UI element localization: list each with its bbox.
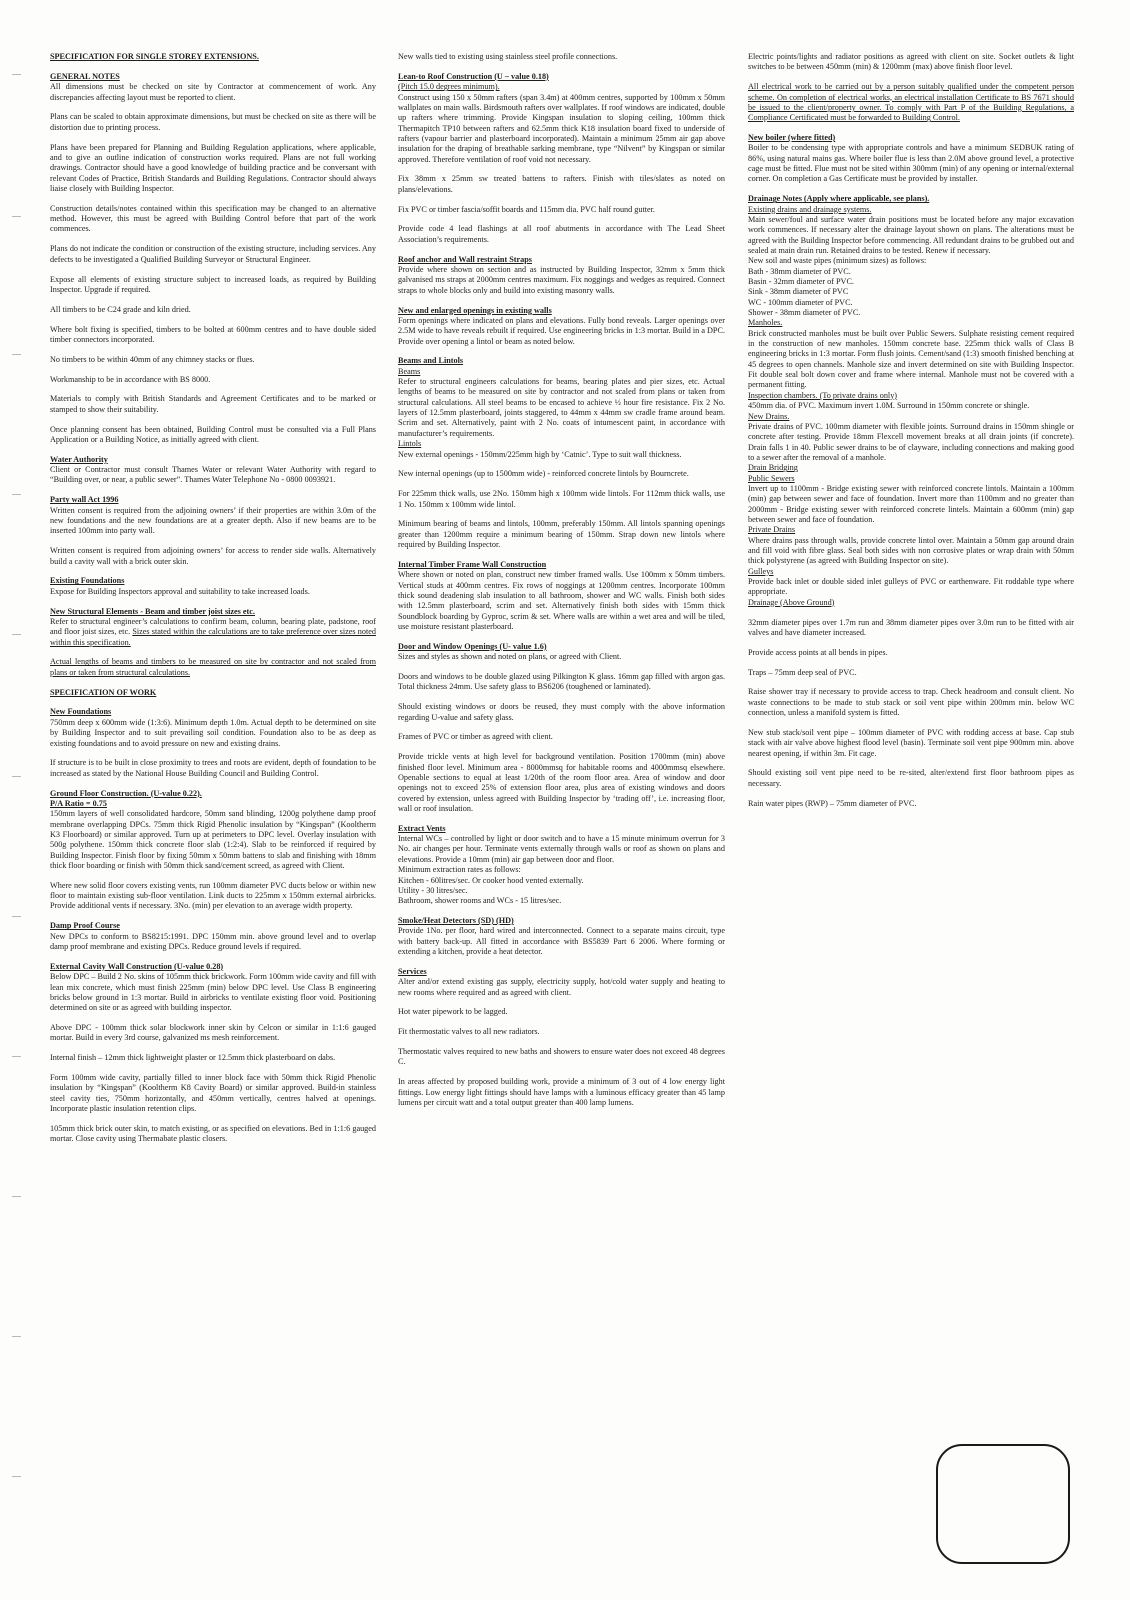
spec-line: WC - 100mm diameter of PVC.	[748, 297, 853, 307]
spec-paragraph	[50, 495, 376, 536]
subsection-heading: Manholes.	[748, 318, 783, 328]
body-text: Rain water pipes (RWP) – 75mm diameter of PVC.	[748, 798, 917, 808]
section-heading: Damp Proof Course	[50, 921, 120, 931]
body-text: No timbers to be within 40mm of any chimney stacks or flues.	[50, 354, 255, 364]
spec-paragraph	[50, 325, 376, 346]
spec-line: New soil and waste pipes (minimum sizes) as follows:	[748, 256, 927, 266]
section-heading: Beams and Lintols	[398, 356, 464, 366]
spec-paragraph	[748, 728, 1074, 759]
spec-paragraph	[748, 687, 1074, 718]
margin-tick	[12, 354, 21, 355]
spec-paragraph	[748, 194, 1074, 608]
subsection-heading: (Pitch 15.0 degrees minimum).	[398, 82, 500, 92]
body-text: Below DPC – Build 2 No. skins of 105mm thick brickwork. Form 100mm wide cavity and fill with lean mix concrete, which must finish 225mm (min) below DPC level. Use Class B engineering bricks below ground in 1:3 mortar. Build in airbricks to ventilate existing floor void. Positioning determined on site or as agreed with building inspector.	[50, 972, 376, 1013]
margin-tick	[12, 74, 21, 75]
body-text: 750mm deep x 600mm wide (1:3:6). Minimum depth 1.0m. Actual depth to be determined on site by Building Inspector and to suit prevailing soil condition. Foundation also to be as deep as existing foundations and to avoid pressure on new and existing drains.	[50, 717, 376, 748]
body-text: Sizes and styles as shown and noted on plans, or agreed with Client.	[398, 652, 622, 662]
body-text: 105mm thick brick outer skin, to match existing, or as specified on elevations. Bed in 1:1:6 gauged mortar. Close cavity using Thermabate plastic closers.	[50, 1123, 376, 1144]
section-heading: Party wall Act 1996	[50, 495, 119, 505]
body-text: New internal openings (up to 1500mm wide) - reinforced concrete lintols by Bourncrete.	[398, 469, 689, 479]
spec-paragraph	[398, 306, 725, 347]
body-text: 450mm dia. of PVC. Maximum invert 1.0M. Surround in 150mm concrete or shingle.	[748, 401, 1030, 411]
spec-paragraph	[748, 668, 1074, 678]
body-text: Where shown or noted on plan, construct new timber framed walls. Use 100mm x 50mm timbers. Vertical studs at 400mm centres. Fix rows of noggings at 1200mm centres. Incorporate 100mm thick sound deadening slab insulation to all bathroom, shower and WC walls. Finish both sides with 12.5mm plasterboard, scrim and set. Alternatively finish both sides with 15mm thick Soundblock boarding by Gyproc, scrim & set. Where walls are within a wet area and will be tiled, use moisture resistant plasterboard.	[398, 570, 725, 631]
spec-paragraph	[748, 648, 1074, 658]
body-text: Electric points/lights and radiator positions as agreed with client on site. Socket outlets & light switches to be between 450mm (min) & 1200mm (max) above finish floor level.	[748, 52, 1074, 72]
spec-paragraph	[50, 607, 376, 648]
spec-column-right	[748, 52, 1074, 819]
subsection-heading: Beams	[398, 366, 421, 376]
margin-tick	[12, 776, 21, 777]
spec-paragraph	[50, 72, 376, 103]
body-text: Provide where shown on section and as instructed by Building Inspector, 32mm x 5mm thick galvanised ms straps at 2000mm centres maximum. Fix noggings and wedges as required. Connect straps to whole blocks only and build into existing masonry walls.	[398, 265, 725, 295]
body-text: Plans do not indicate the condition or construction of the existing structure, including services. Any defects to be investigated a Qualified Building Surveyor or Structural Engineer.	[50, 244, 376, 264]
spec-paragraph	[398, 967, 725, 998]
body-text: New stub stack/soil vent pipe – 100mm diameter of PVC with rodding access at base. Cap stub stack with air valve above highest flood level (basin). Terminate soil vent pipe 900mm min. above nearest opening, if within 3m. Fit cage.	[748, 727, 1074, 758]
body-text: Plans can be scaled to obtain approximate dimensions, but must be checked on site as there will be distortion due to printing process.	[50, 112, 376, 132]
body-text: Provide trickle vents at high level for background ventilation. Position 1700mm (min) above finished floor level. Minimum area - 8000mmsq for habitable rooms and 4000mmsq elsewhere. Openable sections to equal at least 1/20th of the room floor area. Area of window and door openings not to exceed 25% of extension floor area, plus area of existing windows and doors covered by extension, unless agreed with Building Inspector by ‘trading off’, i.e. increasing floor, wall or roof insulation.	[398, 752, 725, 813]
body-text: Invert up to 1100mm - Bridge existing sewer with reinforced concrete lintols. Maintain a 100mm (min) gap between sewer and face of foundation. Invert more than 1100mm and no greater than 2000mm - Bridge existing sewer with reinforced concrete lintels. Maintain a 600mm (min) gap between sewer and face of foundation.	[748, 483, 1074, 524]
spec-paragraph	[398, 1047, 725, 1068]
margin-tick	[12, 634, 21, 635]
underlined-note: All electrical work to be carried out by a person suitably qualified under the competent person scheme. On completion of electrical works, an electrical installation Certificate to BS 7671 should be issued to the client/property owner. To comply with Part P of the Building Regulations, a Compliance Certificated must be forwarded to Building Control.	[748, 82, 1074, 123]
body-text: Alter and/or extend existing gas supply, electricity supply, hot/cold water supply and heating to new rooms where required and as agreed with client.	[398, 977, 725, 997]
body-text: Raise shower tray if necessary to provide access to trap. Check headroom and consult client. No waste connections to be made to stub stack or soil vent pipe within 200mm min. below WC connection, unless a manifold system is fitted.	[748, 687, 1074, 718]
subsection-heading: Private Drains	[748, 525, 796, 535]
body-text: Above DPC - 100mm thick solar blockwork inner skin by Celcon or similar in 1:1:6 gauged mortar. Build in every 3rd course, galvanized ms mesh reinforcement.	[50, 1023, 376, 1043]
body-text: Main sewer/foul and surface water drain positions must be located before any major excavation work commences. If necessary alter the drainage layout shown on plans. The alterations must be agreed with the Building Inspector before commencing. All redundant drains to be grubbed out and sealed at main drain run. Retained drains to be tested. Renew if necessary.	[748, 214, 1074, 255]
spec-paragraph	[50, 275, 376, 296]
body-text: Construction details/notes contained within this specification may be changed to an alternative method. However, this must be agreed with Building Control before that part of the work commences.	[50, 203, 376, 234]
subsection-heading: New Drains.	[748, 411, 790, 421]
approval-stamp-box	[936, 1444, 1070, 1564]
spec-paragraph	[398, 489, 725, 510]
subsection-heading: Lintols	[398, 439, 422, 449]
body-text: Once planning consent has been obtained, Building Control must be consulted via a Full Plans Application or a Building Notice, as initially agreed with client.	[50, 424, 376, 444]
body-text: Frames of PVC or timber as agreed with client.	[398, 732, 553, 742]
spec-paragraph	[398, 72, 725, 165]
body-text: In areas affected by proposed building work, provide a minimum of 3 out of 4 low energy light fittings. Low energy light fittings should have lamps with a luminous efficacy greater than 45 lamp lumens per circuit watt and a total output greater than 400 lamp lumens.	[398, 1077, 725, 1107]
spec-paragraph	[398, 519, 725, 550]
body-text: Should existing soil vent pipe need to be re-sited, alter/extend first floor bathroom pipes as necessary.	[748, 768, 1074, 788]
spec-column-left	[50, 52, 376, 1154]
spec-paragraph	[50, 1124, 376, 1145]
body-text: Minimum bearing of beams and lintols, 100mm, preferably 150mm. All lintols spanning openings greater than 1200mm require a minimum bearing of 150mm. Strap down new lintols where required by Building Inspector.	[398, 519, 725, 550]
body-text: 150mm layers of well consolidated hardcore, 50mm sand blinding, 1200g polythene damp proof membrane overlapping DPCs. 75mm thick Rigid Phenolic insulation by “Kingspan” (Kooltherm K3 Floorboard) or similar approved. Turn up at perimeters to DPC level. Overlay insulation with 500g polythene. 150mm thick concrete floor slab (1:2:4). Slab to be reinforced if required by Building Inspector. Finish floor by fixing 50mm x 50mm battens to slab and finishing with 18mm thick floor boarding or finish with 50mm thick sand/cement screed, as agreed with Client.	[50, 809, 376, 870]
spec-paragraph	[50, 1023, 376, 1044]
body-text: Fix 38mm x 25mm sw treated battens to rafters. Finish with tiles/slates as noted on plans/elevations.	[398, 174, 725, 194]
section-heading: SPECIFICATION OF WORK	[50, 687, 157, 697]
spec-line: Kitchen - 60litres/sec. Or cooker hood vented externally.	[398, 875, 584, 885]
body-text: New external openings - 150mm/225mm high by ‘Catnic’. Type to suit wall thickness.	[398, 449, 682, 459]
body-text: For 225mm thick walls, use 2No. 150mm high x 100mm wide lintols. For 112mm thick walls, use 1 No. 150mm x 100mm wide lintol.	[398, 489, 725, 509]
body-text: Written consent is required from adjoining owners’ for access to render side walls. Alternatively build a cavity wall with a brick outer skin.	[50, 546, 376, 566]
spec-paragraph	[50, 881, 376, 912]
spec-paragraph	[50, 1073, 376, 1114]
body-text: Thermostatic valves required to new baths and showers to ensure water does not exceed 48 degrees C.	[398, 1047, 725, 1067]
spec-paragraph	[50, 244, 376, 265]
spec-paragraph	[50, 688, 376, 698]
body-text: 32mm diameter pipes over 1.7m run and 38mm diameter pipes over 3.0m run to be fitted with air valves and have diameter increased.	[748, 617, 1074, 637]
section-heading: Water Authority	[50, 454, 108, 464]
body-text: Traps – 75mm deep seal of PVC.	[748, 667, 857, 677]
spec-paragraph	[398, 255, 725, 296]
section-heading: Smoke/Heat Detectors (SD) (HD)	[398, 916, 514, 926]
body-text: Where bolt fixing is specified, timbers to be bolted at 600mm centres and to have double sided timber connectors incorporated.	[50, 324, 376, 344]
subsection-heading: Drain Bridging	[748, 463, 798, 473]
spec-paragraph	[398, 560, 725, 632]
spec-paragraph	[50, 707, 376, 748]
spec-paragraph	[398, 1077, 725, 1108]
subsection-heading: Inspection chambers. (To private drains only)	[748, 390, 898, 400]
section-heading: New and enlarged openings in existing walls	[398, 305, 552, 315]
spec-paragraph	[50, 789, 376, 872]
body-text: Written consent is required from the adjoining owners’ if their properties are within 3.0m of the new foundations and the new foundations are at a greater depth. Also if new beams are to be inserted 100mm into party wall.	[50, 505, 376, 536]
body-text: Form 100mm wide cavity, partially filled to inner block face with 50mm thick Rigid Phenolic insulation by “Kingspan” (Kooltherm K8 Cavity Board) or similar approved. Build-in stainless steel cavity ties, 750mm horizontally, and 450mm vertically, centres halved at openings. Incorporate plastic insulation retention clips.	[50, 1073, 376, 1114]
margin-tick	[12, 1196, 21, 1197]
spec-line: Sink - 38mm diameter of PVC	[748, 287, 849, 297]
body-text: Refer to structural engineer’s calculations to confirm beam, column, bearing plate, padstone, roof and floor joist sizes, etc.	[50, 616, 376, 637]
subsection-heading: Existing drains and drainage systems.	[748, 204, 872, 214]
spec-line: Utility - 30 litres/sec.	[398, 885, 468, 895]
subsection-heading: Gulleys	[748, 566, 774, 576]
body-text: Private drains of PVC. 100mm diameter with flexible joints. Surround drains in 150mm shingle or concrete after testing. Provide 18mm Flexcell movement breaks at all drain joints (if concrete). Drain falls 1 in 40. Public sewer drains to be of clayware, including connections and making good to a sewer after the removal of a manhole.	[748, 421, 1074, 462]
section-heading: New Foundations	[50, 707, 112, 717]
spec-paragraph	[398, 1027, 725, 1037]
section-heading: Drainage Notes (Apply where applicable, see plans).	[748, 194, 930, 204]
body-text: Construct using 150 x 50mm rafters (span 3.4m) at 400mm centres, supported by 100mm x 50mm wallplates on main walls. Birdsmouth rafters over wallplates. If roof windows are indicated, double up rafters where trimming. Provide Kingspan insulation to sloping ceiling, 100mm thick Thermapitch TP10 between rafters and 62.5mm thick K18 insulation board fixed to underside of rafters (vapour barrier and plasterboard incorporated). Maintain a minimum 25mm air gap above insulation for the draping of breathable sarking membrane, type “Nilvent” by Kingspan or similar approved. Therefore ventilation of roof void not necessary.	[398, 92, 725, 164]
spec-line: Bath - 38mm diameter of PVC.	[748, 266, 851, 276]
spec-paragraph	[50, 758, 376, 779]
spec-line: Minimum extraction rates as follows:	[398, 865, 521, 875]
spec-paragraph	[398, 752, 725, 814]
subsection-heading: Drainage (Above Ground)	[748, 597, 835, 607]
body-text: Refer to structural engineers calculations for beams, bearing plates and pier sizes, etc. Actual lengths of beams to be measured on site by contractor and not scaled from plans or taken from structural calculations. All steel beams to be encased to achieve ½ hour fire resistance. Fix 2 No. layers of 12.5mm plasterboard, joints staggered, to 44mm x 44mm sw cradle frame around beam. Scrim and set. Alternatively, paint with 2 No. coats of intumescent paint, in accordance with manufacturer’s requirements.	[398, 377, 725, 438]
body-text: Expose all elements of existing structure subject to increased loads, as required by Building Inspector. Upgrade if required.	[50, 274, 376, 294]
body-text: Workmanship to be in accordance with BS 8000.	[50, 374, 211, 384]
section-heading: External Cavity Wall Construction (U-value 0.28)	[50, 961, 224, 971]
section-heading: New boiler (where fitted)	[748, 133, 836, 143]
spec-paragraph	[748, 133, 1074, 185]
spec-paragraph	[50, 355, 376, 365]
section-heading: Roof anchor and Wall restraint Straps	[398, 254, 532, 264]
body-text: Plans have been prepared for Planning and Building Regulation applications, where applicable, and to give an outline indication of construction works required. Plans are not full working drawings. Contractor should have a good knowledge of building practice and be conversant with relevant Codes of Practice, British Standards and Building Regulations. Contractor should always liaise closely with Building Inspector.	[50, 142, 376, 193]
body-text: Where drains pass through walls, provide concrete lintol over. Maintain a 50mm gap around drain and fill void with fibre glass. Seal both sides with non corrosive plates or wrap drain with 50mm thick polystyrene (as agreed with Building Inspector on site).	[748, 535, 1074, 566]
margin-tick	[12, 1336, 21, 1337]
margin-tick	[12, 1476, 21, 1477]
spec-paragraph	[50, 455, 376, 486]
body-text: Doors and windows to be double glazed using Pilkington K glass. 16mm gap filled with argon gas. Total thickness 24mm. Use safety glass to BS6206 (toughened or laminated).	[398, 672, 725, 692]
body-text: Provide back inlet or double sided inlet gulleys of PVC or earthenware. Fit roddable type where appropriate.	[748, 577, 1074, 597]
section-heading: P/A Ratio = 0.75	[50, 798, 107, 808]
margin-tick	[12, 494, 21, 495]
spec-paragraph	[50, 546, 376, 567]
body-text: Where new solid floor covers existing vents, run 100mm diameter PVC ducts below or within new floor to maintain existing sub-floor ventilation. Link ducts to 225mm x 150mm external airbricks. Provide additional vents if necessary. 3No. (min) per elevation to an average width property.	[50, 880, 376, 911]
body-text: Provide code 4 lead flashings at all roof abutments in accordance with The Lead Sheet Association’s requirements.	[398, 224, 725, 244]
underlined-note: Sizes stated within the calculations are to take preference over sizes noted within this specification.	[50, 627, 376, 647]
section-heading: Extract Vents	[398, 823, 446, 833]
body-text: All timbers to be C24 grade and kiln dried.	[50, 304, 191, 314]
section-heading: Ground Floor Construction. (U-value 0.22).	[50, 788, 202, 798]
spec-paragraph	[398, 205, 725, 215]
body-text: Internal WCs – controlled by light or door switch and to have a 15 minute minimum overrun for 3 No. air changes per hour. Terminate vents externally through walls or roof as shown on plans and elevations. Provide a 10mm (min) air gap between door and floor.	[398, 834, 725, 864]
spec-paragraph	[50, 305, 376, 315]
spec-paragraph	[398, 174, 725, 195]
spec-paragraph	[398, 672, 725, 693]
body-text: Provide access points at all bends in pipes.	[748, 647, 888, 657]
spec-paragraph	[398, 1007, 725, 1017]
body-text: Brick constructed manholes must be built over Public Sewers. Sulphate resisting cement required in the construction of new manholes. 150mm concrete base. 225mm thick walls of Class B engineering bricks in 1:3 mortar. Form flush joints. Cement/sand (1:3) smooth finished benching at 45 degrees to open channels. Manhole size and invert determined on site with Building Inspector. Fit double seal bolt down cover and frame where internal. Manhole must not be covered with a permanent fitting.	[748, 328, 1074, 390]
spec-paragraph	[50, 425, 376, 446]
spec-paragraph	[50, 1053, 376, 1063]
spec-paragraph	[748, 799, 1074, 809]
spec-line: Basin - 32mm diameter of PVC.	[748, 277, 854, 287]
spec-paragraph	[50, 375, 376, 385]
body-text: Fix PVC or timber fascia/soffit boards and 115mm dia. PVC half round gutter.	[398, 204, 655, 214]
body-text: Hot water pipework to be lagged.	[398, 1007, 508, 1017]
spec-paragraph	[50, 112, 376, 133]
spec-paragraph	[50, 52, 376, 62]
body-text: Materials to comply with British Standards and Agreement Certificates and to be marked or stamped to show their suitability.	[50, 394, 376, 414]
body-text: Client or Contractor must consult Thames Water or relevant Water Authority with regard to “Building over, or near, a public sewer”. Thames Water Telephone No - 0800 0093921.	[50, 465, 376, 485]
body-text: Boiler to be condensing type with appropriate controls and have a minimum SEDBUK rating of 86%, using natural mains gas. Where boiler flue is less than 2.0M above ground level, a protective cage must be fitted. Flue must not be sited within 300mm (min) of any opening or internal/external corner. On completion a Gas Certificate must be provided by installer.	[748, 143, 1074, 184]
spec-paragraph	[748, 52, 1074, 73]
spec-paragraph	[50, 576, 376, 597]
body-text: Expose for Building Inspectors approval and suitability to take increased loads.	[50, 586, 310, 596]
spec-paragraph	[748, 82, 1074, 123]
spec-paragraph	[398, 732, 725, 742]
spec-paragraph	[398, 469, 725, 479]
spec-paragraph	[398, 224, 725, 245]
spec-paragraph	[748, 768, 1074, 789]
spec-paragraph	[398, 642, 725, 663]
section-heading: Existing Foundations	[50, 576, 125, 586]
spec-paragraph	[748, 618, 1074, 639]
body-text: If structure is to be built in close proximity to trees and roots are evident, depth of foundation to be increased as stated by the National House Building Council and Building Control.	[50, 758, 376, 778]
section-heading: New Structural Elements - Beam and timber joist sizes etc.	[50, 606, 255, 616]
spec-paragraph	[50, 394, 376, 415]
spec-line: Bathroom, shower rooms and WCs - 15 litres/sec.	[398, 896, 562, 906]
body-text: Form openings where indicated on plans and elevations. Fully bond reveals. Larger openings over 2.5M wide to have reveals rebuilt if required. Use engineering bricks in 1:3 mortar. Build in a DPC. Provide over opening a lintol or beam as noted below.	[398, 315, 725, 346]
section-heading: Services	[398, 966, 427, 976]
underlined-note: Actual lengths of beams and timbers to be measured on site by contractor and not scaled from plans or taken from structural calculations.	[50, 657, 376, 677]
body-text: Provide 1No. per floor, hard wired and interconnected. Connect to a separate mains circuit, type with battery back-up. All fitted in accordance with BS5839 Part 6 2006. Where forming or extending a kitchen, provide a heat detector.	[398, 926, 725, 957]
subsection-heading: Public Sewers	[748, 473, 795, 483]
section-heading: Lean-to Roof Construction (U – value 0.18)	[398, 71, 549, 81]
spec-paragraph	[398, 916, 725, 957]
section-heading: SPECIFICATION FOR SINGLE STOREY EXTENSIONS.	[50, 52, 259, 61]
spec-paragraph	[50, 921, 376, 952]
spec-paragraph	[50, 143, 376, 195]
margin-tick	[12, 1056, 21, 1057]
margin-tick	[12, 916, 21, 917]
margin-tick	[12, 216, 21, 217]
spec-column-middle	[398, 52, 725, 1118]
spec-paragraph	[398, 52, 725, 62]
body-text: Fit thermostatic valves to all new radiators.	[398, 1027, 540, 1037]
section-heading: Door and Window Openings (U- value 1.6)	[398, 641, 547, 651]
section-heading: GENERAL NOTES	[50, 71, 120, 81]
spec-paragraph	[50, 657, 376, 678]
spec-paragraph	[398, 702, 725, 723]
section-heading: Internal Timber Frame Wall Construction	[398, 559, 547, 569]
spec-paragraph	[50, 962, 376, 1014]
spec-paragraph	[398, 824, 725, 907]
body-text: Should existing windows or doors be reused, they must comply with the above information regarding U-value and safety glass.	[398, 702, 725, 722]
body-text: All dimensions must be checked on site by Contractor at commencement of work. Any discrepancies affecting layout must be reported to client.	[50, 82, 376, 102]
body-text: New walls tied to existing using stainless steel profile connections.	[398, 52, 618, 61]
spec-paragraph	[398, 356, 725, 459]
body-text: Internal finish – 12mm thick lightweight plaster or 12.5mm thick plasterboard on dabs.	[50, 1053, 336, 1063]
spec-line: Shower - 38mm diameter of PVC.	[748, 308, 861, 318]
body-text: New DPCs to conform to BS8215:1991. DPC 150mm min. above ground level and to overlap damp proof membrane and existing DPCs. Reduce ground levels if required.	[50, 931, 376, 951]
spec-paragraph	[50, 204, 376, 235]
